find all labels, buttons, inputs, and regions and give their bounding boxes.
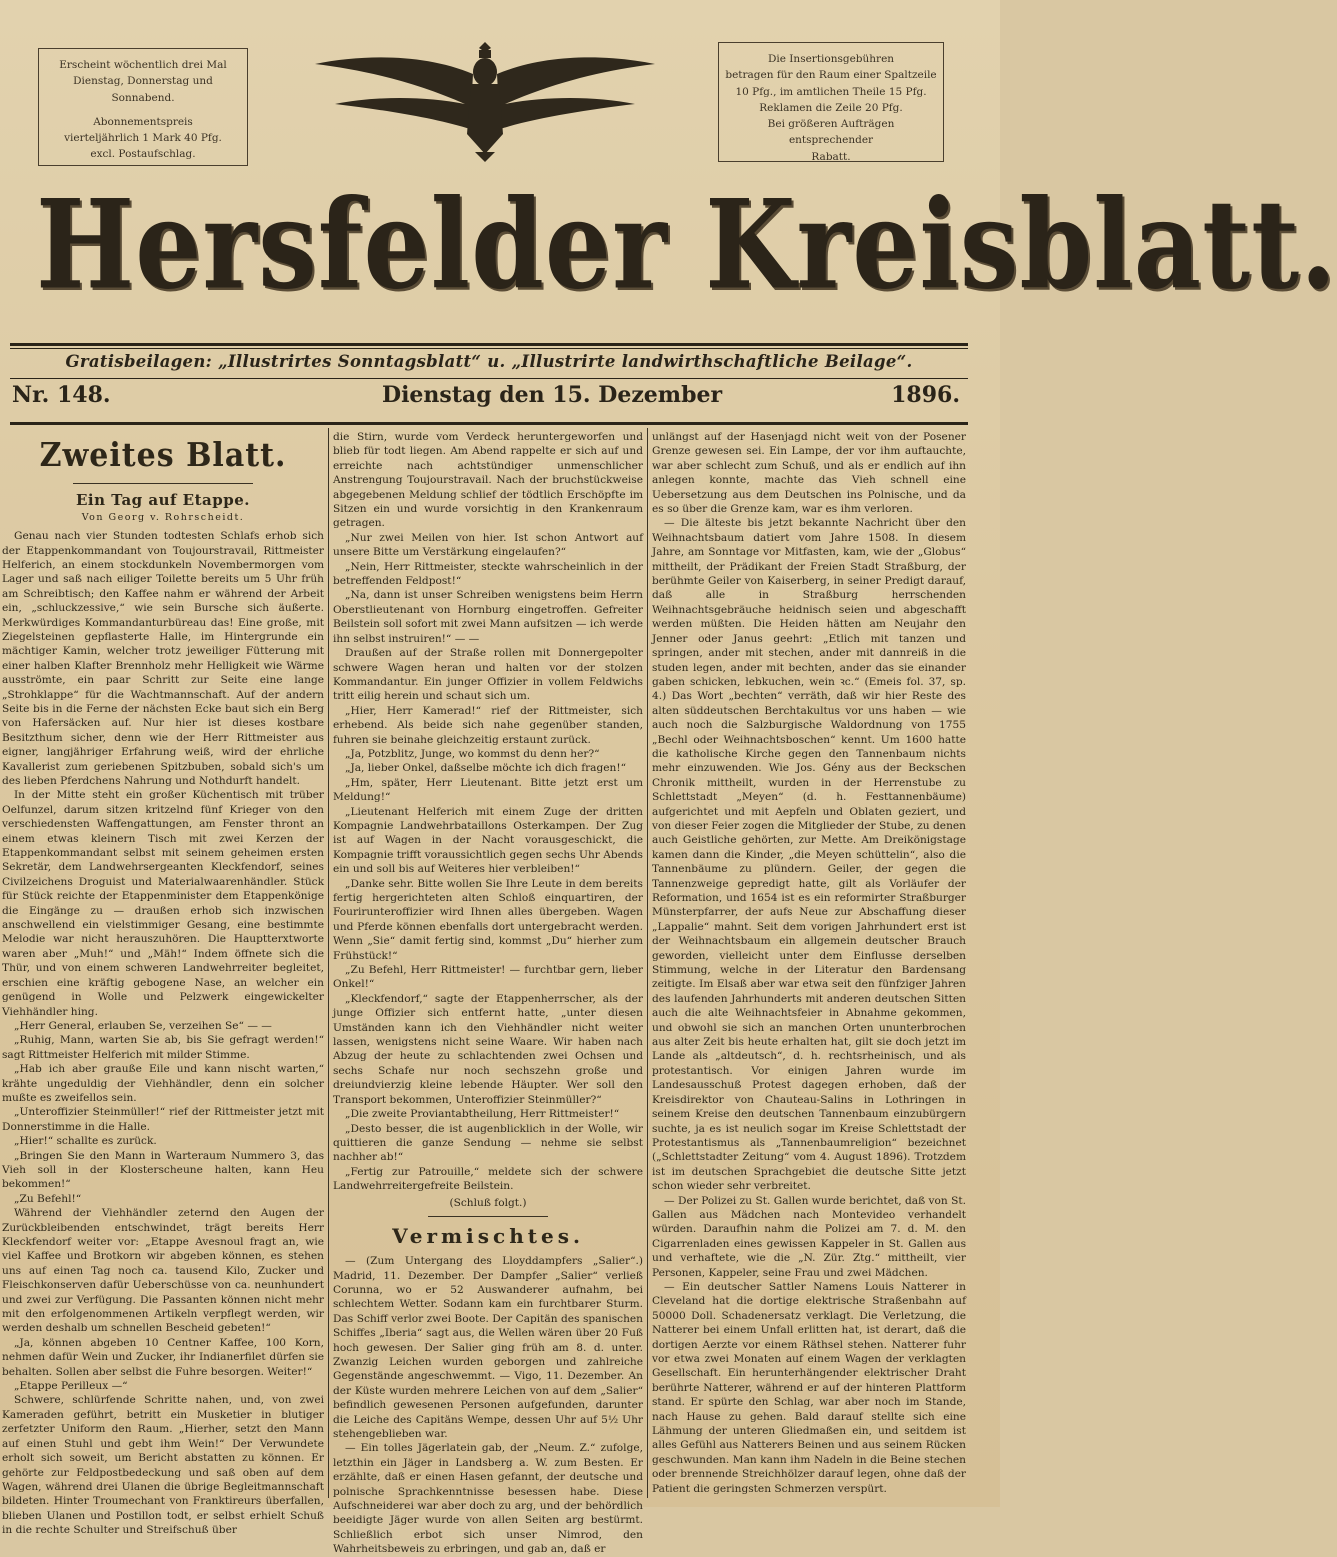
paragraph: „Nur zwei Meilen von hier. Ist schon Antwort auf unsere Bitte um Verstärkung eingelaufen?“ [333,531,643,559]
rates-line: betragen für den Raum einer Spaltzeile [725,69,937,82]
rates-line: Bei größeren Aufträgen entsprechender [767,118,895,147]
paragraph: „Kleckfendorf,“ sagte der Etappenherrscher, als der junge Offizier sich entfernt hatte, „unter diesen Umständen kann ich den Viehhändler nicht weiter lassen, wenigstens nicht seine Waare. Wir haben nach Abzug der heute zu schlachtenden zwei Ochsen und sechs Schafe nur noch sechszehn große und dreiundvierzig kleine lebende Häupter. Wer soll den Transport bekommen, Unteroffizier Steinmüller?“ [333,992,643,1106]
divider [428,1216,548,1217]
divider [10,348,968,349]
subscription-price: vierteljährlich 1 Mark 40 Pfg. [64,132,222,145]
column-3 [652,430,966,1500]
paragraph: „Nein, Herr Rittmeister, steckte wahrscheinlich in der betreffenden Feldpost!“ [333,560,643,588]
paragraph: „Die zweite Proviantabtheilung, Herr Rittmeister!“ [345,1108,620,1121]
paragraph: — Die älteste bis jetzt bekannte Nachricht über den Weihnachtsbaum datiert vom Jahre 1508. In diesem Jahre, am Sonntage vor Mitfasten, kam, wie der „Globus“ mittheilt, der Prädikant der Freien Stadt Straßburg, der berühmte Geiler von Kaiserberg, in seiner Predigt darauf, daß alle in Straßburg herrschenden Weihnachtsgebräuche heidnisch seien und abgeschafft werden müßten. Die Heiden hätten am Neujahr den Jenner oder Janus geehrt: „Etlich mit tanzen und springen, ander mit stechen, ander mit dannreiß in die studen legen, ander mit bechten, ander das sie einander gaben schicken, lebkuchen, wein ꝛc.“ (Emeis fol. 37, sp. 4.) Das Wort „bechten“ verräth, daß wir hier Reste des alten süddeutschen Berchtakultus vor uns haben — wie auch noch die Salzburgische Waldordnung von 1755 „Bechl oder Weihnachtsboschen“ kennt. Um 1600 hatte die katholische Kirche gegen den Tannenbaum nichts mehr einzuwenden. Wie Jos. Gény aus der Beckschen Chronik mittheilt, wurden in der Herrenstube zu Schlettstadt „Meyen“ (d. h. Festtannenbäume) aufgerichtet und mit Aepfeln und Oblaten geziert, und von dieser Feier zogen die Mitglieder der Stube, zu denen auch Geistliche gehörten, zur Mette. Am Dreikönigstage kamen dann die Kinder, „die Meyen schüttelin“, also die Tannenbäume zu plündern. Geiler, der gegen die Tannenzweige gepredigt hatte, gilt als Vorläufer der Reformation, und 1654 ist es ein reformirter Straßburger Münsterpfarrer, der aufs Neue zur Abschaffung dieser „Lappalie“ mahnt. Seit dem vorigen Jahrhundert erst ist der Weihnachtsbaum ein allgemein deutscher Brauch geworden, vielleicht unter dem Einflusse derselben Stimmung, welche in der Literatur den Bardensang zeitigte. Im Elsaß aber war etwa seit den fünfziger Jahren des laufenden Jahrhunderts mit anderen deutschen Sitten auch die alte Weihnachtsfeier in Abnahme gekommen, und obwohl sie sich an manchen Orten ununterbrochen aus alter Zeit bis heute erhalten hat, gilt sie doch jetzt im Lande als „altdeutsch“, d. h. rechtsrheinisch, und als protestantisch. Vor einigen Jahren wurde im Landesausschuß Protest dagegen erhoben, daß der Kreisdirektor von Chauteau-Salins in Lothringen in seinem Kreise den deutschen Tannenbaum einzubürgern suchte, ja es ist neulich sogar im Kreise Schlettstadt der Protestantismus als „Tannenbaumreligion“ bezeichnet („Schlettstadter Zeitung“ vom 4. August 1896). Trotzdem ist im deutschen Sprachgebiet die deutsche Sitte jetzt schon wieder sehr verbreitet. [652,517,966,1193]
paragraph: „Hm, später, Herr Lieutenant. Bitte jetzt erst um Meldung!“ [333,776,643,804]
issue-info-row [10,382,968,422]
paragraph: „Ja, Potzblitz, Junge, wo kommst du denn her?“ [345,747,600,760]
rates-line: Rabatt. [811,150,851,163]
paragraph: „Danke sehr. Bitte wollen Sie Ihre Leute in dem bereits fertig hergerichteten alten Schloß einquartiren, der Fourirunteroffizier wird Ihnen alles übergeben. Wagen und Pferde können ebenfalls dort untergebracht werden. Wenn „Sie“ damit fertig sind, kommst „Du“ hierher zum Frühstück!“ [333,877,643,962]
rates-line: 10 Pfg., im amtlichen Theile 15 Pfg. [735,85,927,98]
divider [10,343,968,346]
paragraph: „Herr General, erlauben Se, verzeihen Se“ — — [14,1019,272,1032]
divider [73,483,253,484]
paragraph: Schwere, schlürfende Schritte nahen, und, von zwei Kameraden geführt, betritt ein Musketier in blutiger zerfetzter Uniform den Raum. „Hierher, setzt den Mann auf einen Stuhl und gebt ihm Wein!“ Der Verwundete erholt sich soweit, um Bericht abstatten zu können. Er gehörte zur Feldpostbedeckung und saß oben auf dem Wagen, während drei Ulanen die übrige Begleitmannschaft bildeten. Hinter Troumechant von Franktireurs überfallen, blieben Ulanen und Postillon todt, er selbst erhielt Schuß in die rechte Schulter und Streifschuß über [2,1394,324,1537]
section-title: Zweites Blatt. [39,436,287,475]
column-1 [2,430,324,1537]
paragraph: „Na, dann ist unser Schreiben wenigstens beim Herrn Oberstlieutenant von Hornburg eingetroffen. Gefreiter Beilstein soll sofort mit zwei Mann aufsitzen — ich werde ihn selbst instruiren!“ — — [333,589,643,645]
paragraph: — Der Polizei zu St. Gallen wurde berichtet, daß von St. Gallen aus Mädchen nach Montevideo verhandelt würden. Daraufhin nahm die Polizei am 7. d. M. den Cigarrenladen eines gewissen Kappeler in St. Gallen aus und verhaftete, wie die „N. Zür. Ztg.“ mittheilt, vier Personen, Kappeler, seine Frau und zwei Mädchen. [652,1194,966,1279]
paragraph: unlängst auf der Hasenjagd nicht weit von der Posener Grenze gewesen sei. Ein Lampe, der vor ihm auftauchte, war aber schlecht zum Schuß, und als er endlich auf ihn anlegen konnte, machte das Vieh schnell eine Uebersetzung aus dem Deutschen ins Polnische, und da es so über die Grenze kam, war es ihm verloren. [652,431,966,516]
column-divider [647,428,648,1498]
paragraph: „Hier!“ schallte es zurück. [14,1135,157,1148]
rates-heading: Die Insertionsgebühren [767,53,895,65]
paragraph: die Stirn, wurde vom Verdeck heruntergeworfen und blieb für todt liegen. Am Abend rappelte er sich auf und erreichte nach achtstündiger unmenschlicher Anstrengung Toujourstravail. Nach der bruchstückweise abgegebenen Meldung schlief der tödtlich Erschöpfte im Sitzen ein und wurde vorsichtig in den Krankenraum getragen. [333,431,643,530]
paragraph: „Desto besser, die ist augenblicklich in der Wolle, wir quittieren die ganze Sendung — nehme sie selbst nachher ab!“ [333,1122,643,1164]
rates-line: Reklamen die Zeile 20 Pfg. [759,101,903,114]
postage-note: excl. Postaufschlag. [90,148,196,161]
paragraph: „Ja, können abgeben 10 Centner Kaffee, 100 Korn, nehmen dafür Wein und Zucker, ihr Indianerfilet dürfen sie behalten. Sollen aber selbst die Fuhre besorgen. Weiter!“ [2,1336,324,1378]
supplements-line: Gratisbeilagen: „Illustrirtes Sonntagsblatt“ u. „Illustrirte landwirthschaftliche Beilage“. [65,352,913,371]
issue-year: 1896. [891,382,960,408]
publication-days: Dienstag, Donnerstag und Sonnabend. [73,75,213,104]
paragraph: — (Zum Untergang des Lloyddampfers „Salier“.) Madrid, 11. Dezember. Der Dampfer „Salier“ verließ Corunna, wo er 52 Auswanderer aufnahm, bei schlechtem Wetter. Sodann kam ein furchtbarer Sturm. Das Schiff verlor zwei Boote. Der Capitän des spanischen Schiffes „Iberia“ sagt aus, die Wellen wären über 20 Fuß hoch gewesen. Der Salier ging früh am 8. d. unter. Zwanzig Leichen wurden geborgen und zahlreiche Gegenstände angeschwemmt. — Vigo, 11. Dezember. An der Küste wurden mehrere Leichen von auf dem „Salier“ befindlich gewesenen Personen aufgefunden, darunter die Leiche des Capitäns Wempe, dessen Uhr auf 5½ Uhr stehengeblieben war. [333,1255,643,1440]
paragraph: „Lieutenant Helferich mit einem Zuge der dritten Kompagnie Landwehrbataillons Osterkampen. Der Zug ist auf Wagen in der Nacht vorausgeschickt, die Kompagnie trifft voraussichtlich gegen sechs Uhr Abends ein und soll bis auf Weiteres hier verbleiben!“ [333,805,643,876]
article-title: Ein Tag auf Etappe. [75,490,251,509]
section-title: Vermischtes. [392,1223,584,1248]
divider [10,378,968,379]
column-divider [328,428,329,1498]
advertising-rates-box [718,42,944,162]
issue-number: Nr. 148. [12,382,111,408]
masthead-title: Hersfelder Kreisblatt. [36,171,1337,317]
column-2 [333,430,643,1556]
paragraph: „Ja, lieber Onkel, daßselbe möchte ich dich fragen!“ [345,762,627,775]
paragraph: Während der Viehhändler zeternd den Augen der Zurückbleibenden entschwindet, trägt bereits Herr Kleckfendorf weiter vor: „Etappe Avesnoul fragt an, wie viel Kaffee und Brotkorn wir abgeben können, es stehen uns auf einen Tag noch ca. tausend Kilo, Zucker und Fleischkonserven dafür Ueberschüsse von ca. neunhundert und zwei zur Verfügung. Die Passanten können nicht mehr mit den erfolgenommenen Artikeln verpflegt werden, wir werden deshalb um schnellen Bescheid gebeten!“ [2,1207,324,1335]
subscription-price-label: Abonnementspreis [93,115,193,128]
paragraph: — Ein tolles Jägerlatein gab, der „Neum. Z.“ zufolge, letzthin ein Jäger in Landsberg a. W. zum Besten. Er erzählte, daß er einen Hasen gefannt, der deutsche und polnische Sprachkenntnisse besessen habe. Diese Aufschneiderei war aber doch zu arg, und der behördlich beeidigte Jäger wurde von allen Seiten arg bestürmt. Schließlich erbot sich unser Nimrod, den Wahrheitsbeweis zu erbringen, und gab an, daß er [333,1442,643,1556]
paragraph: Genau nach vier Stunden todtesten Schlafs erhob sich der Etappenkommandant von Toujourstravail, Rittmeister Helferich, an einem stockdunkeln Novembermorgen vom Lager und saß nach eiliger Toilette bereits um 5 Uhr früh am Schreibtisch; den Kaffee nahm er während der Arbeit ein, „schluckzessive,“ wie sein Bursche sich äußerte. Merkwürdiges Kommandanturbüreau das! Eine große, mit Ziegelsteinen gepflasterte Halle, im Hintergrunde ein mächtiger Kamin, welcher trotz jeweiliger Fütterung mit einer halben Klafter Brennholz mehr Helligkeit wie Wärme ausströmte, ein paar Schritt zur Seite eine lange „Strohklappe“ für die Wachtmannschaft. Auf der andern Seite bis in die Ferne der nächsten Ecke baut sich ein Berg von Hafersäcken auf. Nur hier ist dieses kostbare Besitzthum sicher, denn wie der Herr Rittmeister aus eigner, langjähriger Erfahrung weiß, wird der ehrliche Kavallerist zum geriebenen Spitzbuben, sobald sich's um des lieben Pferdchens Nahrung und Nothdurft handelt. [2,530,324,787]
publication-frequency: Erscheint wöchentlich drei Mal [59,59,227,71]
paragraph: „Unteroffizier Steinmüller!“ rief der Rittmeister jetzt mit Donnerstimme in die Halle. [2,1106,324,1133]
divider [10,422,968,425]
paragraph: „Hab ich aber grauße Eile und kann nischt warten,“ krähte ungeduldig der Viehhändler, denn ein solcher mußte es zweifellos sein. [2,1063,324,1104]
paragraph: „Zu Befehl!“ [14,1192,82,1205]
subscription-info-box [38,48,248,166]
paragraph: In der Mitte steht ein großer Küchentisch mit trüber Oelfunzel, darum sitzen kritzelnd fünf Krieger von den verschiedensten Waffengattungen, am Fenster thront an einem etwas kleinern Tisch mit zwei Kerzen der Etappenkommandant selbst mit seinem geheimen ersten Sekretär, dem Landwehrsergeanten Kleckfendorf, seines Civilzeichens Droguist und Materialwaarenhändler. Stück für Stück reichte der Etappenminister dem Etappenkönige die Eingänge zu — draußen erhob sich inzwischen anschwellend ein vielstimmiger Gesang, eine bestimmte Melodie war nicht herauszuhören. Die Hauptterxtworte waren aber „Muh!“ und „Mäh!“ Indem öffnete sich die Thür, und von einem schweren Landwehrreiter begleitet, erschien eine kräftig gebogene Nase, an welcher ein genügend in Wolle und Pelzwerk eingewickelter Viehhändler hing. [2,789,324,1018]
paragraph: „Etappe Perilleux —“ [14,1380,128,1393]
paragraph: — Ein deutscher Sattler Namens Louis Natterer in Cleveland hat die dortige elektrische Straßenbahn auf 50000 Doll. Schadenersatz verklagt. Die Verletzung, die Natterer bei einem Unfall erlitten hat, ist derart, daß die dortigen Aerzte vor einem Räthsel stehen. Natterer fuhr vor etwa zwei Monaten auf einem Wagen der verklagten Gesellschaft. Ein herunterhängender elektrischer Draht berührte Natterer, während er auf der hinteren Plattform stand. Er spürte den Schlag, war aber noch im Stande, nach Hause zu gehen. Bald darauf stellte sich eine Lähmung der unteren Gliedmaßen ein, und seitdem ist alles Gefühl aus Natterers Beinen und aus seinem Rücken geschwunden. Man kann ihm Nadeln in die Beine stechen oder brennende Streichhölzer darauf legen, ohne daß der Patient die geringsten Schmerzen verspürt. [652,1280,966,1495]
issue-date: Dienstag den 15. Dezember [382,382,723,408]
eagle-emblem-icon [305,34,665,164]
paragraph: „Hier, Herr Kamerad!“ rief der Rittmeister, sich erhebend. Als beide sich nahe gegenüber standen, fuhren sie beinahe gleichzeitig erstaunt zurück. [333,704,643,746]
article-byline: Von Georg v. Rohrscheidt. [81,512,245,524]
paragraph: „Bringen Sie den Mann in Warteraum Nummero 3, das Vieh soll in der Klosterscheune halten, kann Heu bekommen!“ [2,1149,324,1191]
paragraph: „Ruhig, Mann, warten Sie ab, bis Sie gefragt werden!“ sagt Rittmeister Helferich mit milder Stimme. [2,1034,324,1061]
continuation-note: (Schluß folgt.) [449,1196,527,1209]
paragraph: „Zu Befehl, Herr Rittmeister! — furchtbar gern, lieber Onkel!“ [333,964,643,991]
paragraph: „Fertig zur Patrouille,“ meldete sich der schwere Landwehrreitergefreite Beilstein. [333,1165,643,1193]
paragraph: Draußen auf der Straße rollen mit Donnergepolter schwere Wagen heran und halten vor der stolzen Kommandantur. Ein junger Offizier in vollem Feldwichs tritt eilig herein und schaut sich um. [333,647,643,703]
